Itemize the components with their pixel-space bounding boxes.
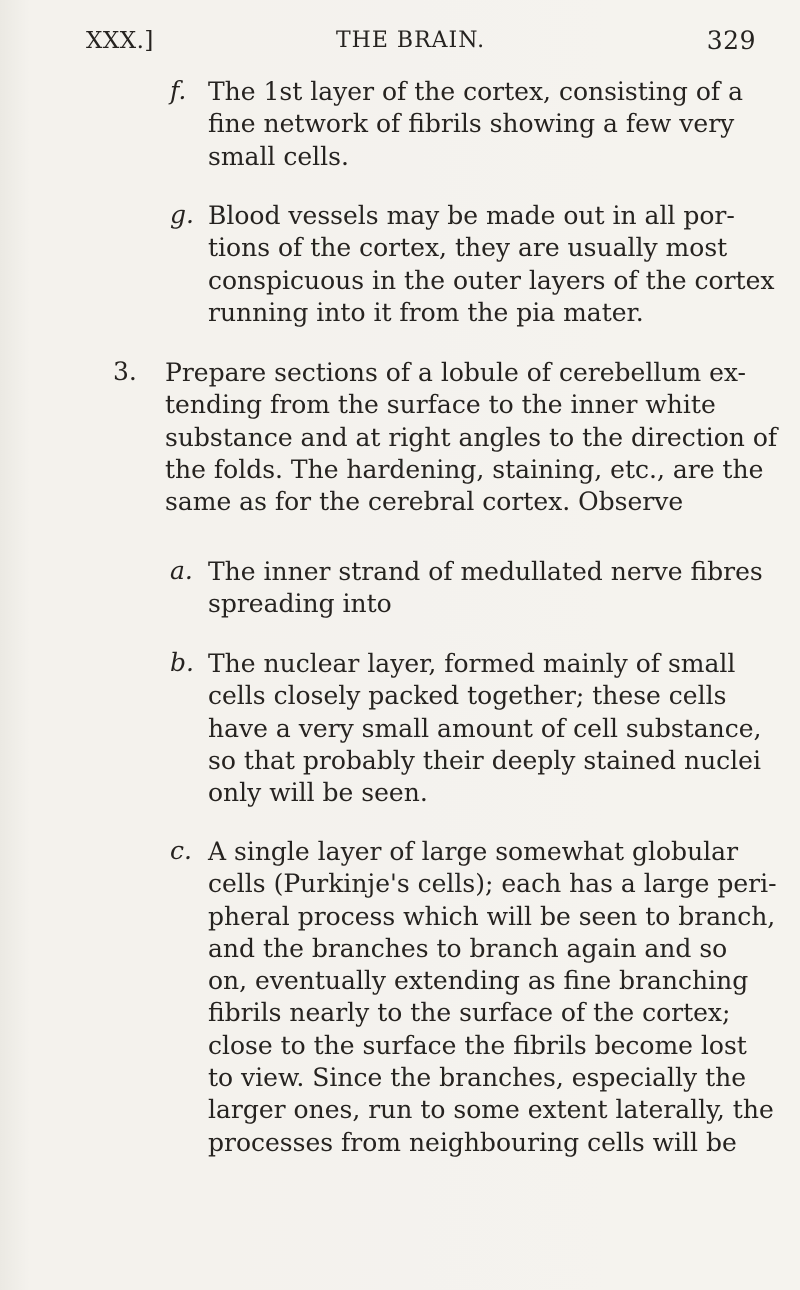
paragraph-b <box>208 648 761 809</box>
item-label-b: b. <box>170 648 194 677</box>
text-line: on, eventually extending as fine branching <box>208 966 749 996</box>
running-title: THE BRAIN. <box>336 28 486 53</box>
text-line: running into it from the pia mater. <box>208 297 644 327</box>
text-line: fine network of fibrils showing a few very <box>208 109 735 139</box>
text-line: tions of the cortex, they are usually most <box>208 233 728 263</box>
text-line: same as for the cerebral cortex. Observe <box>165 487 684 517</box>
paragraph-a <box>208 556 763 621</box>
text-line: conspicuous in the outer layers of the cortex <box>208 265 775 295</box>
text-line: only will be seen. <box>208 778 428 808</box>
text-line: Blood vessels may be made out in all por- <box>208 201 735 230</box>
item-number-3: 3. <box>113 357 137 386</box>
text-line: fibrils nearly to the surface of the cortex; <box>208 998 731 1028</box>
text-line: processes from neighbouring cells will be <box>208 1127 737 1157</box>
paragraph-f <box>208 76 743 173</box>
item-label-c: c. <box>170 836 192 865</box>
chapter-number: XXX.] <box>86 28 154 54</box>
text-line: larger ones, run to some extent laterally, the <box>208 1095 774 1125</box>
text-line: Prepare sections of a lobule of cerebellum ex- <box>165 358 746 387</box>
text-line: The nuclear layer, formed mainly of small <box>208 649 736 678</box>
page-number: 329 <box>706 26 756 55</box>
text-line: The inner strand of medullated nerve fibres <box>208 557 763 586</box>
text-line: The 1st layer of the cortex, consisting of a <box>208 77 743 106</box>
text-line: close to the surface the fibrils become lost <box>208 1030 747 1060</box>
text-line: and the branches to branch again and so <box>208 933 728 963</box>
text-line: spreading into <box>208 589 392 619</box>
text-line: the folds. The hardening, staining, etc., are the <box>165 454 764 484</box>
text-line: cells closely packed together; these cells <box>208 681 727 711</box>
text-line: substance and at right angles to the direction of <box>165 422 778 452</box>
text-line: A single layer of large somewhat globular <box>208 837 739 866</box>
item-label-f: f. <box>170 76 187 105</box>
text-line: cells (Purkinje's cells); each has a large peri- <box>208 869 777 899</box>
text-line: have a very small amount of cell substance, <box>208 713 762 743</box>
paragraph-g <box>208 200 774 329</box>
running-header <box>86 24 756 64</box>
paragraph-c <box>208 836 777 1159</box>
text-line: to view. Since the branches, especially the <box>208 1063 747 1093</box>
text-line: pheral process which will be seen to branch, <box>208 901 776 931</box>
paragraph-3 <box>165 357 777 518</box>
item-label-a: a. <box>170 556 193 585</box>
text-line: small cells. <box>208 141 349 171</box>
item-label-g: g. <box>170 200 194 229</box>
text-line: so that probably their deeply stained nuclei <box>208 745 761 775</box>
text-line: tending from the surface to the inner white <box>165 390 716 420</box>
